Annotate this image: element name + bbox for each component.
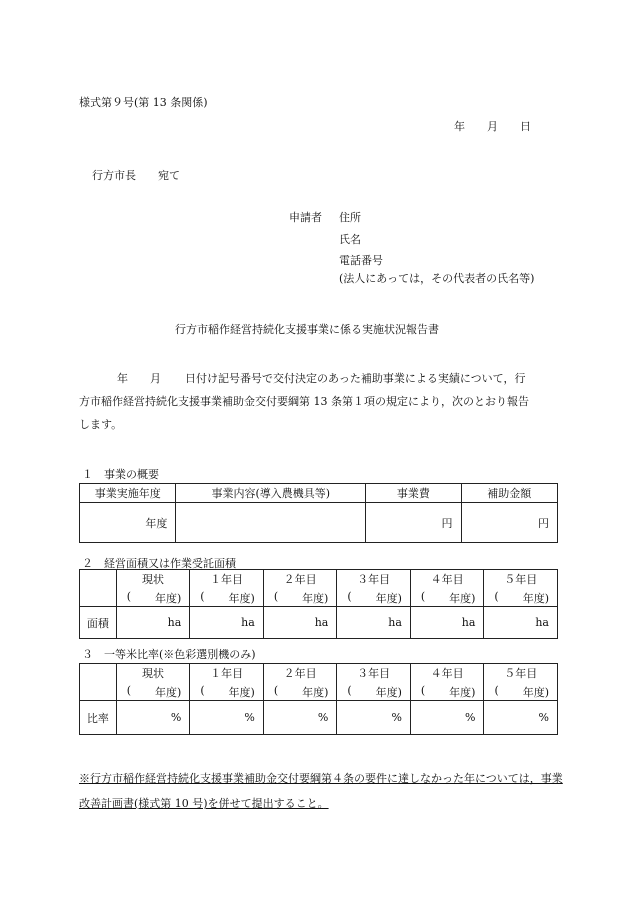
year-label: 年度) xyxy=(302,686,329,699)
year-label: 年度) xyxy=(375,686,402,699)
paren: ( xyxy=(420,684,426,697)
grade-ratio-table xyxy=(79,663,558,735)
col-year1: １年目 xyxy=(190,664,264,683)
fiscal-year-1[interactable] xyxy=(190,588,264,607)
header-project-content: 事業内容(導入農機具等) xyxy=(176,484,366,503)
fiscal-year-2[interactable] xyxy=(263,682,337,701)
ratio-year2[interactable]: % xyxy=(263,701,337,735)
year-label: 年度) xyxy=(522,686,549,699)
addressee: 行方市長 宛て xyxy=(92,169,180,182)
cell-subsidy-amount[interactable]: 円 xyxy=(461,503,557,543)
year-label: 年度) xyxy=(228,686,255,699)
paren: ( xyxy=(273,590,279,603)
body-line3: します。 xyxy=(79,418,123,431)
body-year: 年 xyxy=(117,372,128,385)
area-year5[interactable]: ha xyxy=(484,607,558,639)
area-current[interactable]: ha xyxy=(116,607,190,639)
area-year1[interactable]: ha xyxy=(190,607,264,639)
year-label: 年度) xyxy=(302,592,329,605)
ratio-current[interactable]: % xyxy=(116,701,190,735)
fiscal-year-4[interactable] xyxy=(410,682,484,701)
col-current: 現状 xyxy=(116,664,190,683)
fiscal-year-5[interactable] xyxy=(484,588,558,607)
col-year4: ４年目 xyxy=(410,570,484,589)
ratio-year1[interactable]: % xyxy=(190,701,264,735)
paren: ( xyxy=(494,590,499,603)
col-year2: ２年目 xyxy=(263,570,337,589)
area-year2[interactable]: ha xyxy=(263,607,337,639)
footnote: ※行方市稲作経営持続化支援事業補助金交付要綱第４条の要件に達しなかった年については，事業改善計画書(様式第 10 号)を併せて提出すること。 xyxy=(79,772,563,810)
header-project-cost: 事業費 xyxy=(366,484,461,503)
section2-heading: ２ 経営面積又は作業受託面積 xyxy=(82,557,236,570)
year-label: 年度) xyxy=(449,686,476,699)
paren: ( xyxy=(347,684,352,697)
row-label-ratio: 比率 xyxy=(80,701,117,735)
body-month: 月 xyxy=(150,372,161,385)
fiscal-year-2[interactable] xyxy=(263,588,337,607)
section1-heading: １ 事業の概要 xyxy=(82,468,159,481)
year-label: 年度) xyxy=(522,592,549,605)
body-line1: 日付け記号番号で交付決定のあった補助事業による実績について，行 xyxy=(185,372,526,385)
applicant-address: 住所 xyxy=(339,211,361,224)
ratio-year3[interactable]: % xyxy=(337,701,411,735)
paren: ( xyxy=(273,684,279,697)
body-line2: 方市稲作経営持続化支援事業補助金交付要綱第 13 条第１項の規定により，次のとおり報告 xyxy=(79,395,529,408)
area-year3[interactable]: ha xyxy=(337,607,411,639)
paren: ( xyxy=(126,590,132,603)
area-year4[interactable]: ha xyxy=(410,607,484,639)
fiscal-year-current[interactable] xyxy=(116,682,190,701)
cell-project-cost[interactable]: 円 xyxy=(366,503,461,543)
col-year3: ３年目 xyxy=(337,664,411,683)
header-subsidy-amount: 補助金額 xyxy=(461,484,557,503)
year-label: 年度) xyxy=(375,592,402,605)
ratio-year4[interactable]: % xyxy=(410,701,484,735)
fiscal-year-4[interactable] xyxy=(410,588,484,607)
ratio-corner xyxy=(80,664,117,701)
fiscal-year-3[interactable] xyxy=(337,682,411,701)
date-line: 年 月 日 xyxy=(454,120,531,133)
applicant-phone: 電話番号 xyxy=(339,254,383,267)
row-label-area: 面積 xyxy=(80,607,117,639)
year-label: 年度) xyxy=(155,592,182,605)
paren: ( xyxy=(494,684,499,697)
col-current: 現状 xyxy=(116,570,190,589)
col-year3: ３年目 xyxy=(337,570,411,589)
col-year4: ４年目 xyxy=(410,664,484,683)
paren: ( xyxy=(126,684,132,697)
fiscal-year-1[interactable] xyxy=(190,682,264,701)
fiscal-year-3[interactable] xyxy=(337,588,411,607)
col-year2: ２年目 xyxy=(263,664,337,683)
col-year5: ５年目 xyxy=(484,664,558,683)
paren: ( xyxy=(200,684,205,697)
paren: ( xyxy=(200,590,205,603)
applicant-name: 氏名 xyxy=(339,233,361,246)
applicant-label: 申請者 xyxy=(289,211,322,224)
cell-fiscal-year[interactable]: 年度 xyxy=(80,503,176,543)
year-label: 年度) xyxy=(155,686,182,699)
cell-project-content[interactable] xyxy=(176,503,366,543)
fiscal-year-5[interactable] xyxy=(484,682,558,701)
paren: ( xyxy=(347,590,352,603)
section3-heading: ３ 一等米比率(※色彩選別機のみ) xyxy=(82,648,256,661)
paren: ( xyxy=(420,590,426,603)
col-year1: １年目 xyxy=(190,570,264,589)
fiscal-year-current[interactable] xyxy=(116,588,190,607)
document-title: 行方市稲作経営持続化支援事業に係る実施状況報告書 xyxy=(175,323,439,336)
header-fiscal-year: 事業実施年度 xyxy=(80,484,176,503)
area-corner xyxy=(80,570,117,607)
project-summary-table xyxy=(79,483,558,543)
applicant-note: (法人にあっては，その代表者の氏名等) xyxy=(339,272,535,285)
ratio-year5[interactable]: % xyxy=(484,701,558,735)
year-label: 年度) xyxy=(228,592,255,605)
area-table xyxy=(79,569,558,639)
col-year5: ５年目 xyxy=(484,570,558,589)
form-number: 様式第９号(第 13 条関係) xyxy=(79,96,208,109)
year-label: 年度) xyxy=(449,592,476,605)
